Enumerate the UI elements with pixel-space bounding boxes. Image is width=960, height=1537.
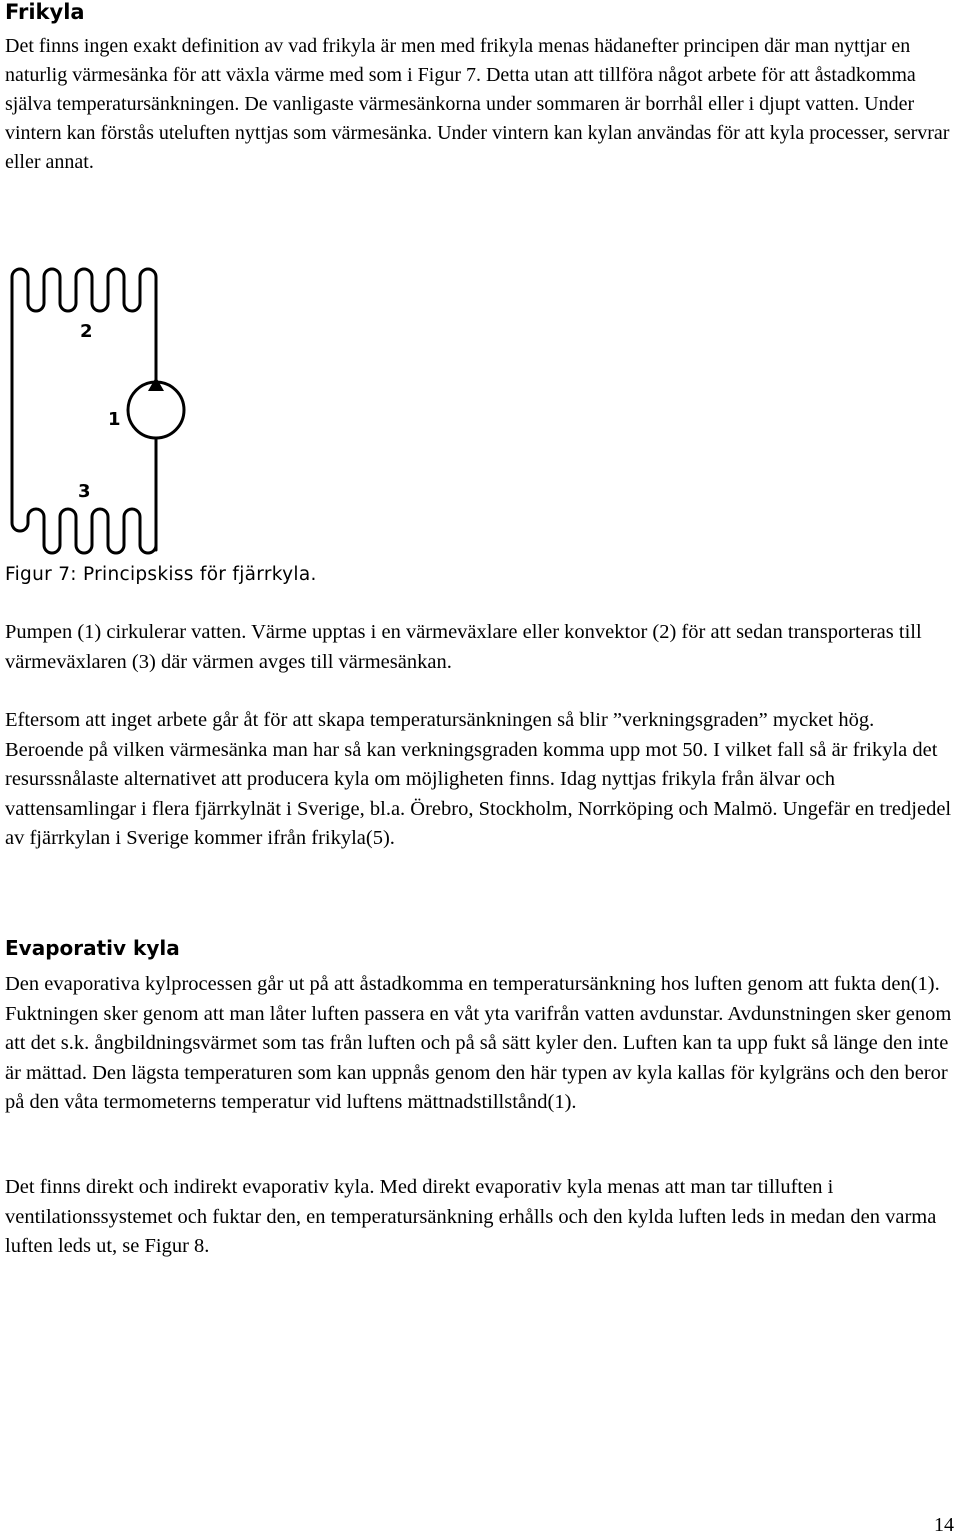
figure-label-3: 3	[78, 481, 91, 502]
top-coil	[12, 269, 156, 510]
paragraph-efficiency: Eftersom att inget arbete går åt för att skapa temperatursänkningen så blir ”verkningsgraden” mycket hög. Beroende på vilken värmesänka man har så kan verkningsgraden komma upp mot 50. I vilket fall så är frikyla det resurssnålaste alternativet att producera kyla om möjligheten finns. Idag nyttjas frikyla från älvar och vattensamlingar i flera fjärrkylnät i Sverige, bl.a. Örebro, Stockholm, Norrköping och Malmö. Ungefär en tredjedel av fjärrkylan i Sverige kommer ifrån frikyla(5).	[5, 709, 952, 850]
figure-caption: Figur 7: Principskiss för fjärrkyla.	[5, 564, 317, 585]
figure-label-1: 1	[108, 409, 121, 430]
page-number: 14	[934, 1514, 954, 1536]
paragraph-evaporative-process: Den evaporativa kylprocessen går ut på att åstadkomma en temperatursänkning hos luften genom att fukta den(1). Fuktningen sker genom att man låter luften passera en våt yta varifrån vatten avdunstar. Avdunstningen sker genom att det s.k. ångbildningsvärmet som tas från luften och på så sätt kyler den. Luften kan ta upp fukt så länge den inte är mättad. Den lägsta temperaturen som kan uppnås genom den här typen av kyla kallas för kylgräns och den beror på den våta termometerns temperatur vid luftens mättnadstillstånd(1).	[5, 973, 952, 1114]
figure-principle-sketch	[0, 255, 200, 555]
section-heading-evaporativ-kyla: Evaporativ kyla	[5, 936, 180, 960]
figure-label-2: 2	[80, 321, 93, 342]
paragraph-direct-indirect: Det finns direkt och indirekt evaporativ kyla. Med direkt evaporativ kyla menas att man tar tilluften i ventilationssystemet och fuktar den, en temperatursänkning erhålls och den kylda luften leds in medan den varma luften leds ut, se Figur 8.	[5, 1176, 937, 1258]
paragraph-frikyla-intro: Det finns ingen exakt definition av vad frikyla är men med frikyla menas hädanefter principen där man nyttjar en naturlig värmesänka för att växla värme med som i Figur 7. Detta utan att tillföra något arbete för att åstadkomma själva temperatursänkningen. De vanligaste värmesänkorna under sommaren är borrhål eller i djupt vatten. Under vintern kan förstås uteluften nyttjas som värmesänka. Under vintern kan kylan användas för att kyla processer, servrar eller annat.	[5, 35, 950, 173]
section-heading-frikyla: Frikyla	[5, 0, 85, 24]
paragraph-pump-description: Pumpen (1) cirkulerar vatten. Värme upptas i en värmeväxlare eller konvektor (2) för att sedan transporteras till värmeväxlaren (3) där värmen avges till värmesänkan.	[5, 621, 922, 673]
